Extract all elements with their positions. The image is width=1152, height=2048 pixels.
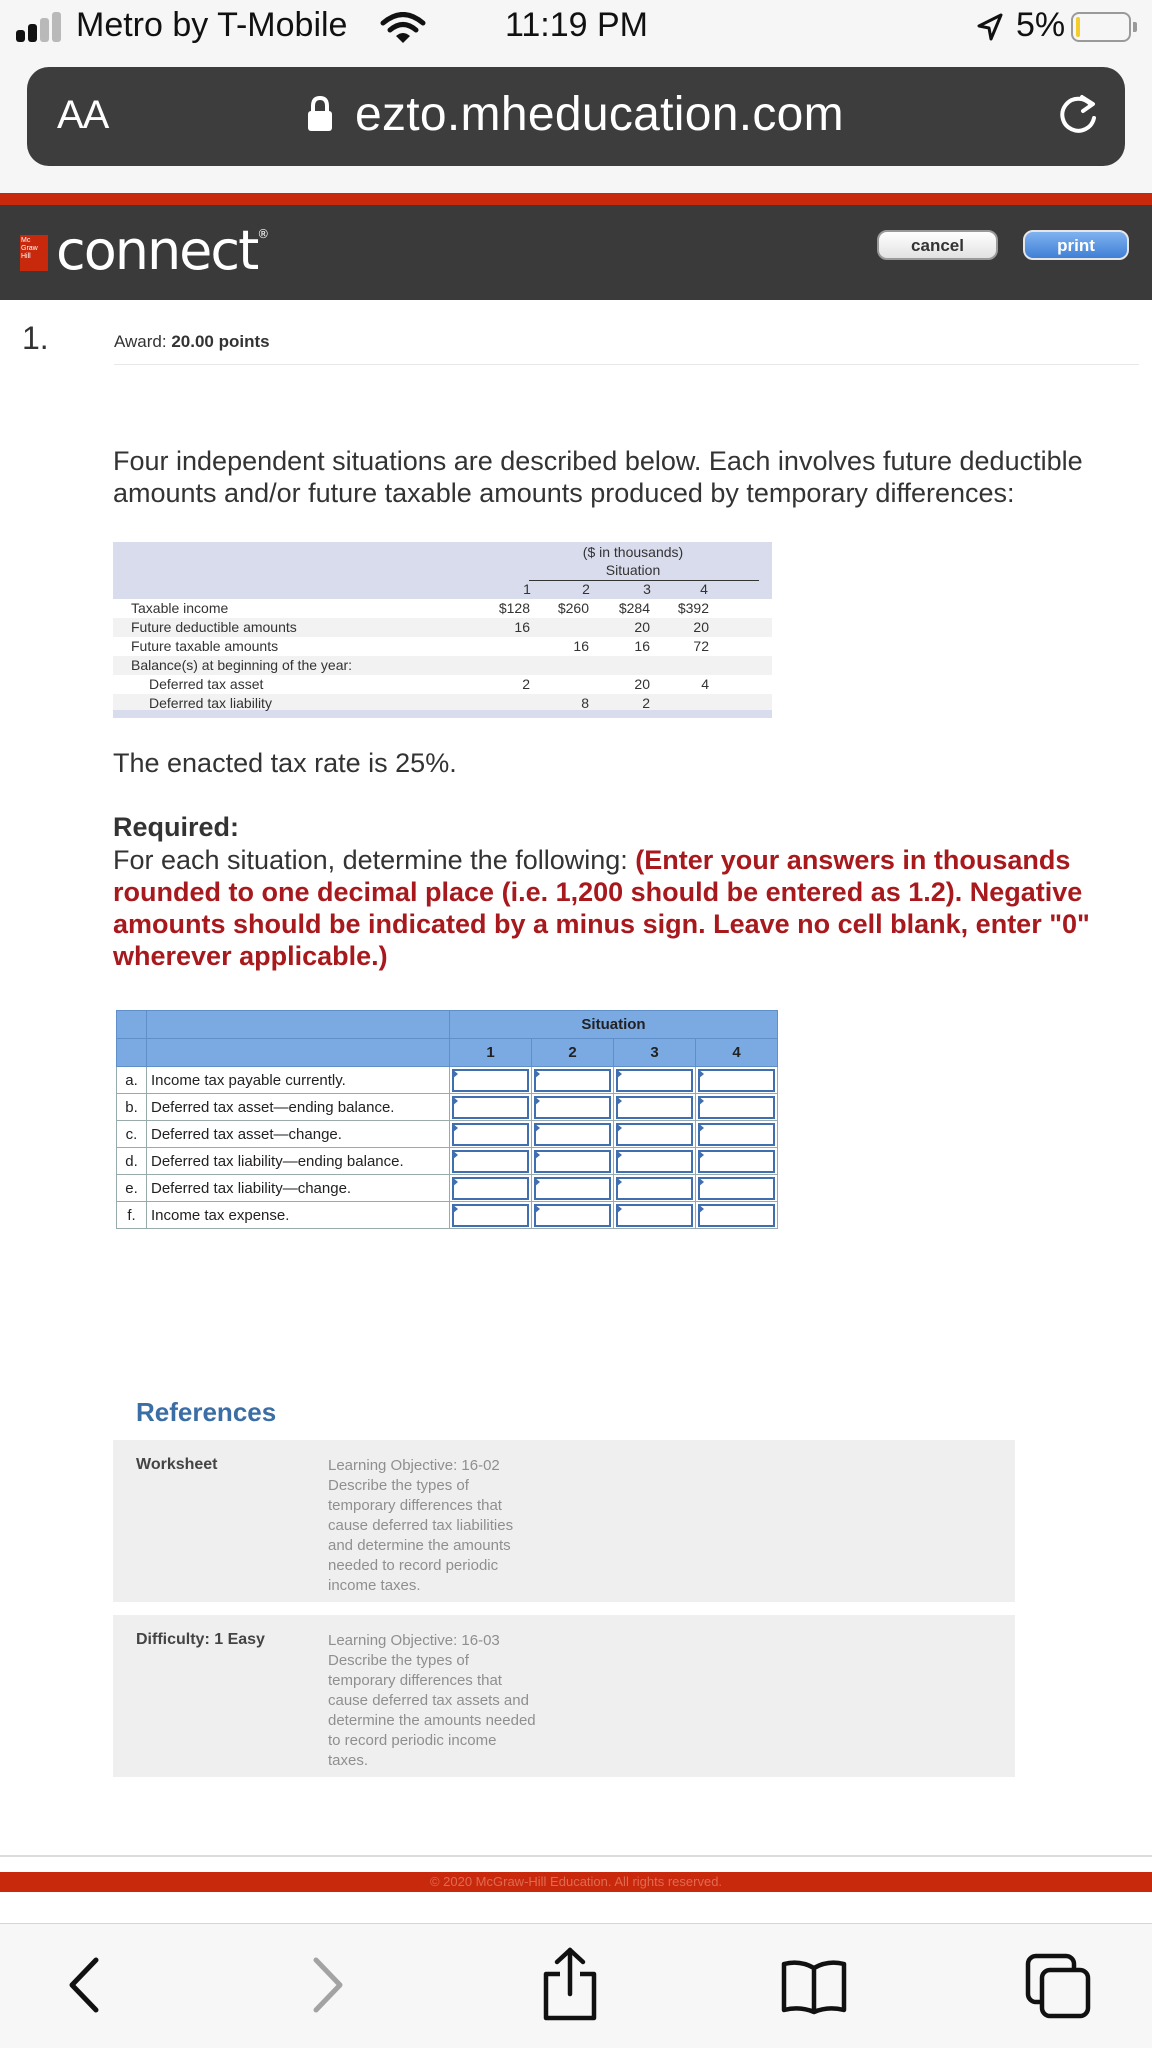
table-cell: $392: [677, 600, 709, 616]
table-cell: $284: [618, 600, 650, 616]
table-caption: ($ in thousands): [582, 544, 684, 560]
references-heading: References: [136, 1397, 277, 1427]
row-label: Taxable income: [131, 600, 229, 616]
row-label: Deferred tax liability—ending balance.: [147, 1148, 450, 1175]
answer-input[interactable]: [616, 1096, 693, 1119]
forward-icon[interactable]: [302, 1952, 352, 2018]
table-cell: 20: [693, 619, 709, 635]
row-label: Future deductible amounts: [131, 619, 297, 635]
row-label: Deferred tax liability: [149, 695, 272, 711]
clock: 11:19 PM: [505, 6, 649, 44]
column-header: 2: [582, 581, 590, 597]
cellular-signal-icon: [16, 12, 64, 42]
answer-row-b: [117, 1094, 778, 1121]
answer-input[interactable]: [698, 1096, 775, 1119]
answer-input[interactable]: [534, 1096, 611, 1119]
grid-column-header: 3: [614, 1039, 696, 1067]
answer-input[interactable]: [452, 1177, 529, 1200]
question-card: [0, 300, 1152, 1863]
award-points: Award: 20.00 points: [114, 332, 270, 351]
table-cell: 16: [573, 638, 589, 654]
footer: [0, 1872, 1152, 1892]
row-letter: c.: [117, 1121, 147, 1148]
brand-stripe: [0, 193, 1152, 205]
row-label: Deferred tax asset—ending balance.: [147, 1094, 450, 1121]
text-size-button[interactable]: AA: [57, 93, 109, 137]
answer-input[interactable]: [534, 1150, 611, 1173]
reference-key[interactable]: Worksheet: [136, 1456, 218, 1473]
table-cell: 4: [701, 676, 709, 692]
answer-row-d: [117, 1148, 778, 1175]
answer-input[interactable]: [616, 1177, 693, 1200]
question-intro: Four independent situations are described below. Each involves future deductible amounts and/or future taxable amounts produced by temporary differences:: [113, 446, 1083, 508]
wifi-icon: [380, 12, 426, 44]
answer-input[interactable]: [698, 1123, 775, 1146]
row-label: Balance(s) at beginning of the year:: [131, 657, 353, 673]
table-subcaption: Situation: [605, 562, 661, 578]
browser-chrome: [0, 0, 1152, 193]
column-header: 1: [523, 581, 531, 597]
copyright-text: © 2020 McGraw-Hill Education. All rights reserved.: [429, 1874, 723, 1889]
row-letter: e.: [117, 1175, 147, 1202]
connect-logo: connect®: [56, 219, 270, 282]
answer-input[interactable]: [534, 1204, 611, 1227]
divider: [114, 364, 1139, 365]
bookmarks-icon[interactable]: [780, 1958, 848, 2016]
row-label: Deferred tax asset—change.: [147, 1121, 450, 1148]
reference-value: Learning Objective: 16-02 Describe the types of temporary differences that cause deferred tax liabilities and determine the amounts needed to record periodic income taxes.: [328, 1457, 514, 1594]
grid-group-header: Situation: [450, 1011, 778, 1039]
answer-input[interactable]: [616, 1123, 693, 1146]
url-text[interactable]: ezto.mheducation.com: [355, 88, 844, 141]
grid-column-header: 2: [532, 1039, 614, 1067]
status-bar: [0, 0, 1152, 56]
row-letter: f.: [117, 1202, 147, 1229]
row-label: Future taxable amounts: [131, 638, 279, 654]
grid-column-header: 1: [450, 1039, 532, 1067]
table-cell: 20: [634, 676, 650, 692]
address-bar[interactable]: [27, 67, 1125, 166]
mcgraw-hill-logo: Mc Graw Hill: [20, 235, 48, 271]
divider: [0, 1855, 1152, 1857]
battery-percentage: 5%: [1016, 6, 1066, 44]
column-header: 4: [700, 581, 708, 597]
answer-input[interactable]: [698, 1069, 775, 1092]
row-label: Deferred tax asset: [149, 676, 264, 692]
row-label: Income tax payable currently.: [147, 1067, 450, 1094]
table-cell: 20: [634, 619, 650, 635]
print-button[interactable]: print: [1023, 230, 1129, 260]
answer-row-c: [117, 1121, 778, 1148]
table-cell: 16: [514, 619, 530, 635]
tabs-icon[interactable]: [1024, 1952, 1094, 2022]
required-instructions: For each situation, determine the following: (Enter your answers in thousands rounded to one decimal place (i.e. 1,200 should be entered as 1.2). Negative amounts should be indicated by a minus sign. Leave no cell blank, enter "0" wherever applicable.): [113, 845, 1090, 971]
table-cell: 72: [693, 638, 709, 654]
row-letter: d.: [117, 1148, 147, 1175]
table-cell: 16: [634, 638, 650, 654]
location-arrow-icon: [976, 12, 1004, 42]
cancel-button[interactable]: cancel: [877, 230, 998, 260]
question-number: 1.: [22, 320, 49, 356]
answer-row-f: [117, 1202, 778, 1229]
answer-input[interactable]: [452, 1096, 529, 1119]
back-icon[interactable]: [60, 1952, 110, 2018]
carrier-name: Metro by T-Mobile: [76, 6, 348, 44]
given-data-table: [113, 542, 772, 718]
table-cell: 8: [581, 695, 589, 711]
lock-icon: [305, 95, 335, 133]
reload-icon[interactable]: [1053, 91, 1103, 141]
answer-input[interactable]: [452, 1069, 529, 1092]
table-cell: $128: [498, 600, 530, 616]
table-cell: 2: [522, 676, 530, 692]
reference-item: [113, 1440, 1015, 1602]
answer-input[interactable]: [698, 1150, 775, 1173]
reference-item: [113, 1615, 1015, 1777]
browser-toolbar: [0, 1923, 1152, 2048]
answer-input[interactable]: [616, 1069, 693, 1092]
answer-input[interactable]: [698, 1177, 775, 1200]
row-letter: a.: [117, 1067, 147, 1094]
tax-rate-text: The enacted tax rate is 25%.: [113, 748, 457, 778]
answer-row-a: [117, 1067, 778, 1094]
row-label: Income tax expense.: [147, 1202, 450, 1229]
answer-input[interactable]: [452, 1150, 529, 1173]
answer-input[interactable]: [534, 1069, 611, 1092]
answer-input[interactable]: [616, 1150, 693, 1173]
reference-value: Learning Objective: 16-03 Describe the types of temporary differences that cause deferred tax assets and determine the amounts needed to record periodic income taxes.: [328, 1632, 536, 1769]
answer-input[interactable]: [534, 1123, 611, 1146]
table-cell: 2: [642, 695, 650, 711]
reference-key: Difficulty: 1 Easy: [136, 1631, 265, 1648]
battery-icon: [1071, 12, 1131, 42]
column-header: 3: [643, 581, 651, 597]
answer-input[interactable]: [452, 1123, 529, 1146]
table-cell: $260: [557, 600, 589, 616]
answer-grid: [116, 1010, 778, 1229]
answer-input[interactable]: [698, 1204, 775, 1227]
row-label: Deferred tax liability—change.: [147, 1175, 450, 1202]
app-header: [0, 205, 1152, 300]
row-letter: b.: [117, 1094, 147, 1121]
grid-column-header: 4: [696, 1039, 778, 1067]
answer-row-e: [117, 1175, 778, 1202]
answer-input[interactable]: [534, 1177, 611, 1200]
required-heading: Required:: [113, 812, 240, 842]
answer-input[interactable]: [452, 1204, 529, 1227]
share-icon[interactable]: [540, 1946, 600, 2022]
answer-input[interactable]: [616, 1204, 693, 1227]
